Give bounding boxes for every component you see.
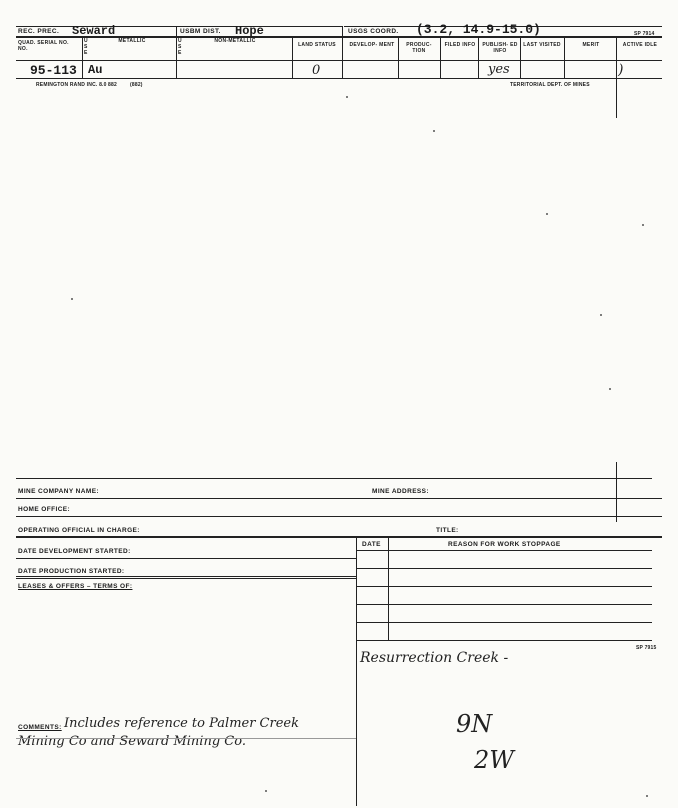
date-prod-started-label: DATE PRODUCTION STARTED: [18, 568, 125, 575]
col-quad-serial: QUAD. SERIAL NO. NO. [18, 40, 69, 52]
col-metallic: METALLIC [118, 38, 146, 44]
col-development: DEVELOP- MENT [349, 42, 395, 48]
col-production: PRODUC- TION [406, 42, 432, 54]
serial-value: 95-113 [30, 63, 77, 78]
rec-prec-value: Seward [72, 24, 116, 38]
usbm-dist-value: Hope [235, 24, 264, 38]
reason-column-label: REASON FOR WORK STOPPAGE [448, 541, 561, 548]
mine-company-name-label: MINE COMPANY NAME: [18, 488, 99, 495]
active-idle-mark: ) [618, 62, 624, 78]
form-number: SP 7914 [634, 31, 655, 37]
metallic-value: Au [88, 63, 103, 77]
date-dev-started-label: DATE DEVELOPMENT STARTED: [18, 548, 131, 555]
comments-label: COMMENTS: [18, 724, 62, 731]
usbm-dist-label: USBM DIST. [180, 28, 221, 35]
rec-prec-label: REC. PREC. [18, 28, 60, 35]
operating-official-label: OPERATING OFFICIAL IN CHARGE: [18, 527, 140, 534]
leases-label: LEASES & OFFERS – TERMS OF: [18, 583, 133, 590]
published-info-value: yes [488, 62, 510, 77]
range-note: 2W [474, 746, 514, 774]
home-office-label: HOME OFFICE: [18, 506, 71, 513]
printer-credit: REMINGTON RAND INC. 8.0 [36, 82, 107, 88]
land-status-value: 0 [312, 63, 321, 78]
printer-code-1: 882 [108, 82, 117, 88]
location-note: Resurrection Creek - [360, 650, 509, 666]
col-filed-info: FILED INFO [444, 42, 476, 48]
usgs-coord-value: (3.2, 14.9-15.0) [416, 22, 541, 37]
comments-line-2: Mining Co and Seward Mining Co. [18, 734, 246, 749]
usgs-coord-label: USGS COORD. [348, 28, 399, 35]
comments-line-1: Includes reference to Palmer Creek [64, 716, 299, 731]
col-published-info: PUBLISH- ED INFO [482, 42, 518, 54]
col-active-idle: ACTIVE IDLE [622, 42, 658, 48]
form-number-2: SP 7915 [636, 645, 657, 651]
mine-address-label: MINE ADDRESS: [372, 488, 429, 495]
col-use-nonmetallic: U S E [178, 38, 182, 56]
township-note: 9N [456, 710, 493, 738]
department-credit: TERRITORIAL DEPT. OF MINES [510, 82, 590, 88]
printer-code-2: (882) [130, 82, 143, 88]
col-merit: MERIT [582, 42, 600, 48]
date-column-label: DATE [362, 541, 381, 548]
col-last-visited: LAST VISITED [523, 42, 561, 48]
col-non-metallic: NON-METALLIC [214, 38, 256, 44]
col-land-status: LAND STATUS [298, 42, 336, 48]
col-use-metallic: U S E [84, 38, 88, 56]
title-label: TITLE: [436, 527, 459, 534]
